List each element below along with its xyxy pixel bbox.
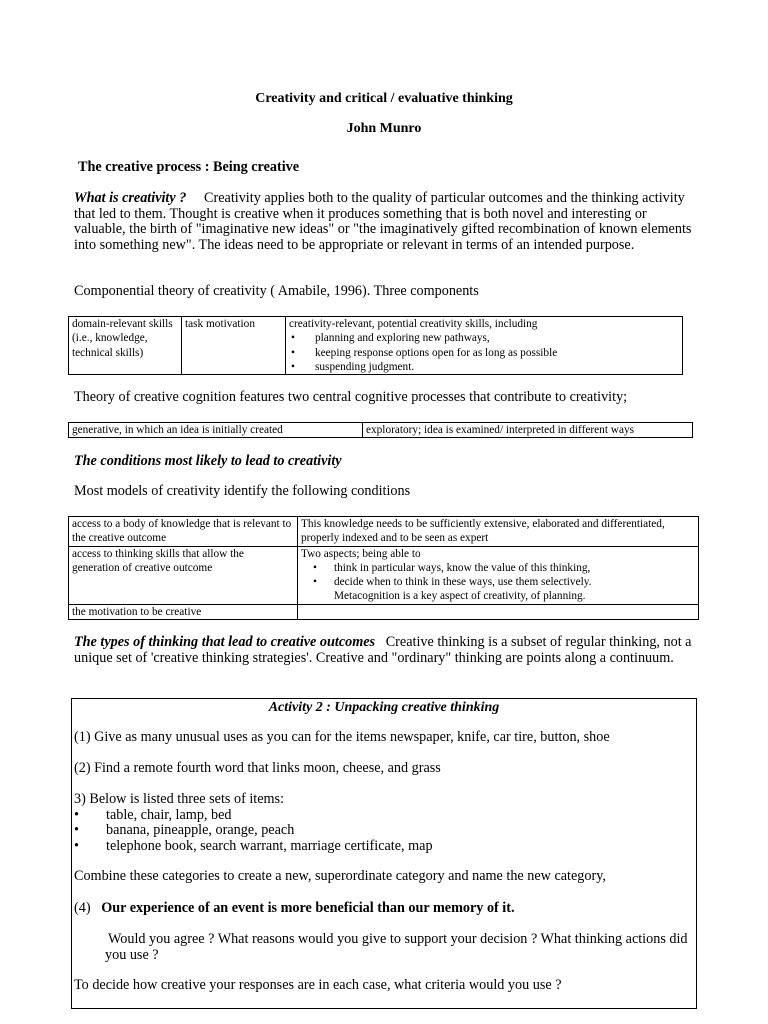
question-3-intro: 3) Below is listed three sets of items: xyxy=(74,791,285,807)
section-heading: The creative process : Being creative xyxy=(78,159,300,175)
types-text: Creative thinking is a subset of regular thinking, not a unique set of 'creative thinking strategies'. Creative and "ordinary" thinking are points along a continuum. xyxy=(74,634,692,666)
aspect-bullet: • decide when to think in these ways, use them selectively. xyxy=(301,575,695,589)
item-set: • banana, pineapple, orange, peach xyxy=(74,823,674,839)
question-4-number: (4) xyxy=(74,900,91,916)
combine-instruction: Combine these categories to create a new, superordinate category and name the new category, xyxy=(74,868,606,884)
types-of-thinking-paragraph xyxy=(74,635,699,666)
document-title: Creativity and critical / evaluative thinking xyxy=(255,91,513,106)
what-is-creativity-text: Creativity applies both to the quality of particular outcomes and the thinking activity that led to them. Thought is creative when it produces something that is both novel and interesting or valuable, the birth of "imaginative new ideas" or "the imaginatively gifted recombination of known elements into something new". The ideas need to be appropriate or relevant in terms of an intended purpose. xyxy=(74,190,692,253)
question-4-followup: Would you agree ? What reasons would you give to support your decision ? What thinking actions did you use ? xyxy=(105,931,688,963)
motivation-cell: the motivation to be creative xyxy=(69,604,298,619)
what-is-creativity-paragraph xyxy=(74,191,699,253)
conditions-intro: Most models of creativity identify the following conditions xyxy=(74,483,411,499)
conditions-table xyxy=(68,516,699,620)
metacognition-note: Metacognition is a key aspect of creativity, of planning. xyxy=(334,590,586,603)
item-set: • table, chair, lamp, bed xyxy=(74,808,674,824)
two-aspects-cell xyxy=(298,546,699,604)
question-4 xyxy=(74,901,515,917)
question-3 xyxy=(74,792,674,854)
creative-cognition-text: Theory of creative cognition features two central cognitive processes that contribute to creativity; xyxy=(74,389,628,405)
conditions-heading: The conditions most likely to lead to creativity xyxy=(74,453,342,469)
task-motivation-cell: task motivation xyxy=(182,317,286,375)
table1-bullet: • planning and exploring new pathways, xyxy=(289,331,679,345)
activity-box xyxy=(71,698,697,1009)
question-1: (1) Give as many unusual uses as you can for the items newspaper, knife, car tire, button, shoe xyxy=(74,729,610,745)
item-set: • telephone book, search warrant, marriage certificate, map xyxy=(74,839,674,855)
aspect-bullet: • think in particular ways, know the value of this thinking, xyxy=(301,561,695,575)
author-name: John Munro xyxy=(346,121,422,136)
generative-cell: generative, in which an idea is initially created xyxy=(69,423,363,438)
table1-bullet: • keeping response options open for as long as possible xyxy=(289,346,679,360)
thinking-skills-cell: access to thinking skills that allow the generation of creative outcome xyxy=(69,546,298,604)
domain-relevant-cell: domain-relevant skills (i.e., knowledge, technical skills) xyxy=(69,317,182,375)
table1-bullet: • suspending judgment. xyxy=(289,360,679,374)
empty-cell xyxy=(298,604,699,619)
question-4-statement: Our experience of an event is more beneficial than our memory of it. xyxy=(101,900,515,916)
question-2: (2) Find a remote fourth word that links moon, cheese, and grass xyxy=(74,760,441,776)
cognitive-processes-table xyxy=(68,422,693,438)
activity-title: Activity 2 : Unpacking creative thinking xyxy=(268,700,500,715)
componential-theory-text: Componential theory of creativity ( Amabile, 1996). Three components xyxy=(74,283,479,299)
knowledge-access-cell: access to a body of knowledge that is relevant to the creative outcome xyxy=(69,517,298,547)
knowledge-description-cell: This knowledge needs to be sufficiently extensive, elaborated and differentiated, properly indexed and to be seen as expert xyxy=(298,517,699,547)
criteria-question: To decide how creative your responses are in each case, what criteria would you use ? xyxy=(74,977,562,993)
components-table xyxy=(68,316,683,375)
exploratory-cell: exploratory; idea is examined/ interpreted in different ways xyxy=(363,423,693,438)
types-heading: The types of thinking that lead to creative outcomes xyxy=(74,634,376,650)
two-aspects-intro: Two aspects; being able to xyxy=(301,547,421,560)
creativity-relevant-intro: creativity-relevant, potential creativity skills, including xyxy=(289,318,538,330)
what-is-creativity-label: What is creativity ? xyxy=(74,190,187,206)
creativity-relevant-cell xyxy=(286,317,683,375)
